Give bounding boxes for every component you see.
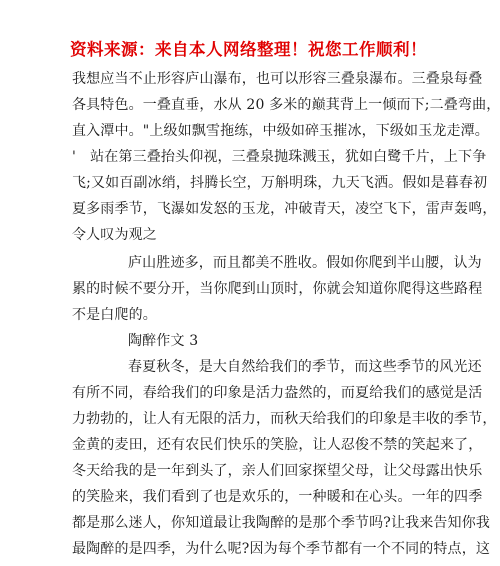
- text-line: 冬天给我的是一年到头了，亲人们回家探望父母，让父母露出快乐: [72, 463, 483, 479]
- text-line: 都是那么迷人，你知道最让我陶醉的是那个季节吗?让我来告知你我: [72, 515, 491, 531]
- article-body: [72, 66, 500, 562]
- text-line: 累的时候不要分开，当你爬到山顶时，你就会知道你爬得这些路程: [72, 281, 483, 297]
- text-line: 有所不同，春给我们的印象是活力盎然的，而夏给我们的感觉是活: [72, 385, 483, 401]
- text-line: 不是白爬的。: [72, 307, 157, 323]
- text-line: 力勃勃的，让人有无限的活力，而秋天给我们的印象是丰收的季节，: [72, 411, 497, 427]
- source-banner: 资料来源：来自本人网络整理！祝您工作顺利！: [70, 40, 427, 59]
- text-line: 各具特色。一叠直垂，水从 20 多米的巅萁背上一倾而下;二叠弯曲，: [72, 97, 500, 113]
- text-line: 我想应当不止形容庐山瀑布，也可以形容三叠泉瀑布。三叠泉每叠: [72, 71, 483, 87]
- text-line: 庐山胜迹多，而且都美不胜收。假如你爬到半山腰，认为: [128, 255, 482, 271]
- text-line: 春夏秋冬，是大自然给我们的季节，而这些季节的风光还: [128, 359, 482, 375]
- text-line: ' 站在第三叠抬头仰视，三叠泉抛珠溅玉，犹如白鹭千片，上下争: [72, 149, 487, 165]
- paragraph-2: [72, 250, 483, 328]
- text-line: 直入潭中。"上级如飘雪拖练，中级如碎玉摧冰，下级如玉龙走潭。: [72, 123, 489, 139]
- section-title: 陶醉作文 3: [128, 333, 199, 349]
- paragraph-3: [72, 354, 497, 562]
- text-line: 令人叹为观之: [72, 227, 157, 243]
- text-line: 夏多雨季节，飞瀑如发怒的玉龙，冲破青天，凌空飞下，雷声轰鸣，: [72, 201, 497, 217]
- text-line: 金黄的麦田，还有农民们快乐的笑脸，让人忍俊不禁的笑起来了，: [72, 437, 483, 453]
- text-line: 最陶醉的是四季，为什么呢?因为每个季节都有一个不同的特点，这: [72, 541, 491, 557]
- text-line: 飞;又如百副冰绡，抖腾长空，万斛明珠，九天飞洒。假如是暮春初: [72, 175, 488, 191]
- text-line: 的笑脸来，我们看到了也是欢乐的，一种暖和在心头。一年的四季: [72, 489, 483, 505]
- paragraph-1: [72, 66, 500, 248]
